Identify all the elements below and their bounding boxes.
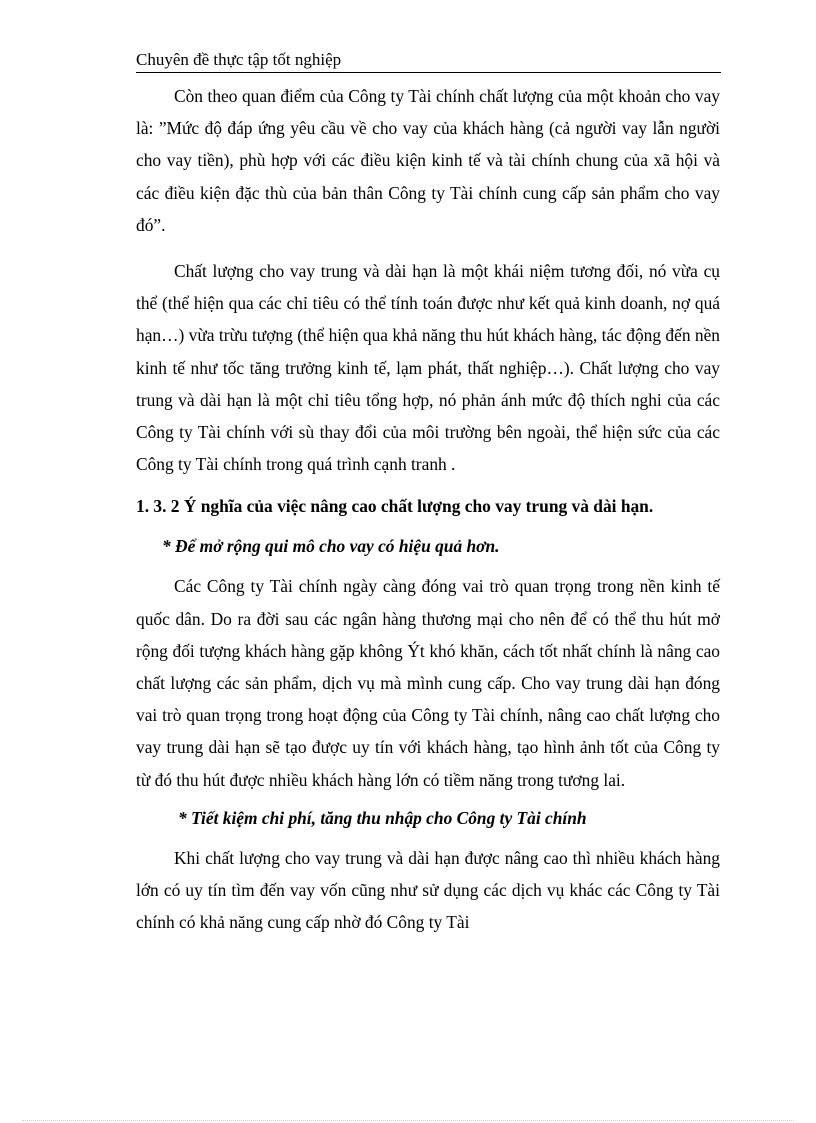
paragraph-quality-definition: Còn theo quan điểm của Công ty Tài chính chất lượng của một khoản cho vay là: ”Mức độ đáp ứng yêu cầu về cho vay của khách hàng (cả người vay lẫn người cho vay tiền), phù hợp với các điều kiện kinh tế và tài chính chung của xã hội và các điều kiện đặc thù của bản thân Công ty Tài chính cung cấp sản phẩm cho vay đó”. [136, 86, 720, 235]
document-body [136, 80, 720, 938]
paragraph-quality-concept: Chất lượng cho vay trung và dài hạn là một khái niệm tương đối, nó vừa cụ thể (thể hiện qua các chỉ tiêu có thể tính toán được như kết quả kinh doanh, nợ quá hạn…) vừa trừu tượng (thể hiện qua khả năng thu hút khách hàng, tác động đến nền kinh tế như tốc tăng trưởng kinh tế, lạm phát, thất nghiệp…). Chất lượng cho vay trung và dài hạn là một chỉ tiêu tổng hợp, nó phản ánh mức độ thích nghi của các Công ty Tài chính với sù thay đổi của môi trường bên ngoài, thể hiện sức của các Công ty Tài chính trong quá trình cạnh tranh . [136, 261, 720, 475]
page-bottom-divider [22, 1120, 794, 1121]
page-header: Chuyên đề thực tập tốt nghiệp [136, 50, 721, 73]
subheading-expand-scale: * Để mở rộng qui mô cho vay có hiệu quả hơn. [162, 536, 500, 557]
paragraph-role-of-finance-companies: Các Công ty Tài chính ngày càng đóng vai trò quan trọng trong nền kinh tế quốc dân. Do ra đời sau các ngân hàng thương mại cho nên để có thể thu hút mở rộng đối tượng khách hàng gặp không Ýt khó khăn, cách tốt nhất chính là nâng cao chất lượng các sản phẩm, dịch vụ mà mình cung cấp. Cho vay trung dài hạn đóng vai trò quan trọng trong hoạt động của Công ty Tài chính, nâng cao chất lượng cho vay trung dài hạn sẽ tạo được uy tín với khách hàng, tạo hình ảnh tốt của Công ty từ đó thu hút được nhiều khách hàng lớn có tiềm năng trong tương lai. [136, 576, 720, 790]
paragraph-benefits: Khi chất lượng cho vay trung và dài hạn được nâng cao thì nhiều khách hàng lớn có uy tín tìm đến vay vốn cũng như sử dụng các dịch vụ khác các Công ty Tài chính có khả năng cung cấp nhờ đó Công ty Tài [136, 847, 720, 933]
section-heading: 1. 3. 2 Ý nghĩa của việc nâng cao chất lượng cho vay trung và dài hạn. [136, 496, 654, 517]
subheading-save-costs: * Tiết kiệm chi phí, tăng thu nhập cho Công ty Tài chính [178, 807, 587, 828]
